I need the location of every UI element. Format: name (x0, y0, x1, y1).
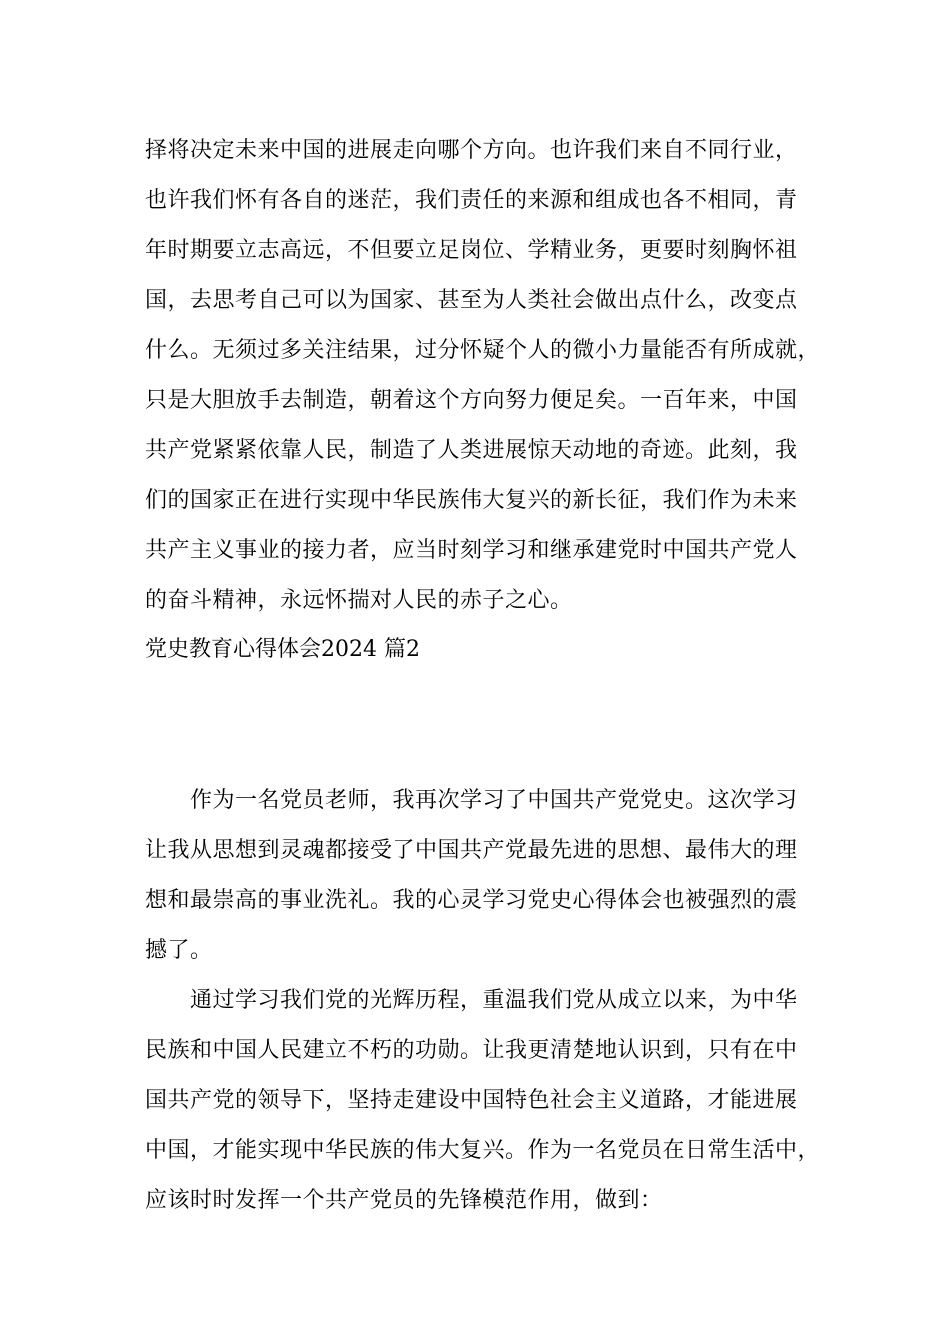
section-heading: 党史教育心得体会2024 篇2 (145, 637, 420, 662)
paragraph-2-line: 作为一名党员老师，我再次学习了中国共产党党史。这次学习 (190, 788, 798, 813)
paragraph-1-line: 择将决定未来中国的进展走向哪个方向。也许我们来自不同行业， (145, 138, 798, 163)
paragraph-3-line: 应该时时发挥一个共产党员的先锋模范作用，做到： (145, 1188, 663, 1213)
paragraph-1-line: 们的国家正在进行实现中华民族伟大复兴的新长征，我们作为未来 (145, 488, 798, 513)
paragraph-1-line: 共产主义事业的接力者，应当时刻学习和继承建党时中国共产党人 (145, 538, 798, 563)
paragraph-1-line: 年时期要立志高远，不但要立足岗位、学精业务，更要时刻胸怀祖 (145, 238, 798, 263)
paragraph-3-line: 国共产党的领导下，坚持走建设中国特色社会主义道路，才能进展 (145, 1088, 798, 1113)
paragraph-2-line: 想和最崇高的事业洗礼。我的心灵学习党史心得体会也被强烈的震 (145, 888, 798, 913)
paragraph-2-line: 让我从思想到灵魂都接受了中国共产党最先进的思想、最伟大的理 (145, 838, 798, 863)
paragraph-1-line: 的奋斗精神，永远怀揣对人民的赤子之心。 (145, 588, 573, 613)
paragraph-1-line: 也许我们怀有各自的迷茫，我们责任的来源和组成也各不相同，青 (145, 188, 798, 213)
paragraph-3-line: 中国，才能实现中华民族的伟大复兴。作为一名党员在日常生活中， (145, 1138, 821, 1163)
paragraph-2-line: 撼了。 (145, 938, 213, 963)
paragraph-3-line: 通过学习我们党的光辉历程，重温我们党从成立以来，为中华 (190, 988, 798, 1013)
paragraph-1-line: 共产党紧紧依靠人民，制造了人类进展惊天动地的奇迹。此刻，我 (145, 438, 798, 463)
paragraph-3-line: 民族和中国人民建立不朽的功勋。让我更清楚地认识到，只有在中 (145, 1038, 798, 1063)
paragraph-1-line: 什么。无须过多关注结果，过分怀疑个人的微小力量能否有所成就， (145, 338, 821, 363)
paragraph-1-line: 只是大胆放手去制造，朝着这个方向努力便足矣。一百年来，中国 (145, 388, 798, 413)
paragraph-1-line: 国，去思考自己可以为国家、甚至为人类社会做出点什么，改变点 (145, 288, 798, 313)
